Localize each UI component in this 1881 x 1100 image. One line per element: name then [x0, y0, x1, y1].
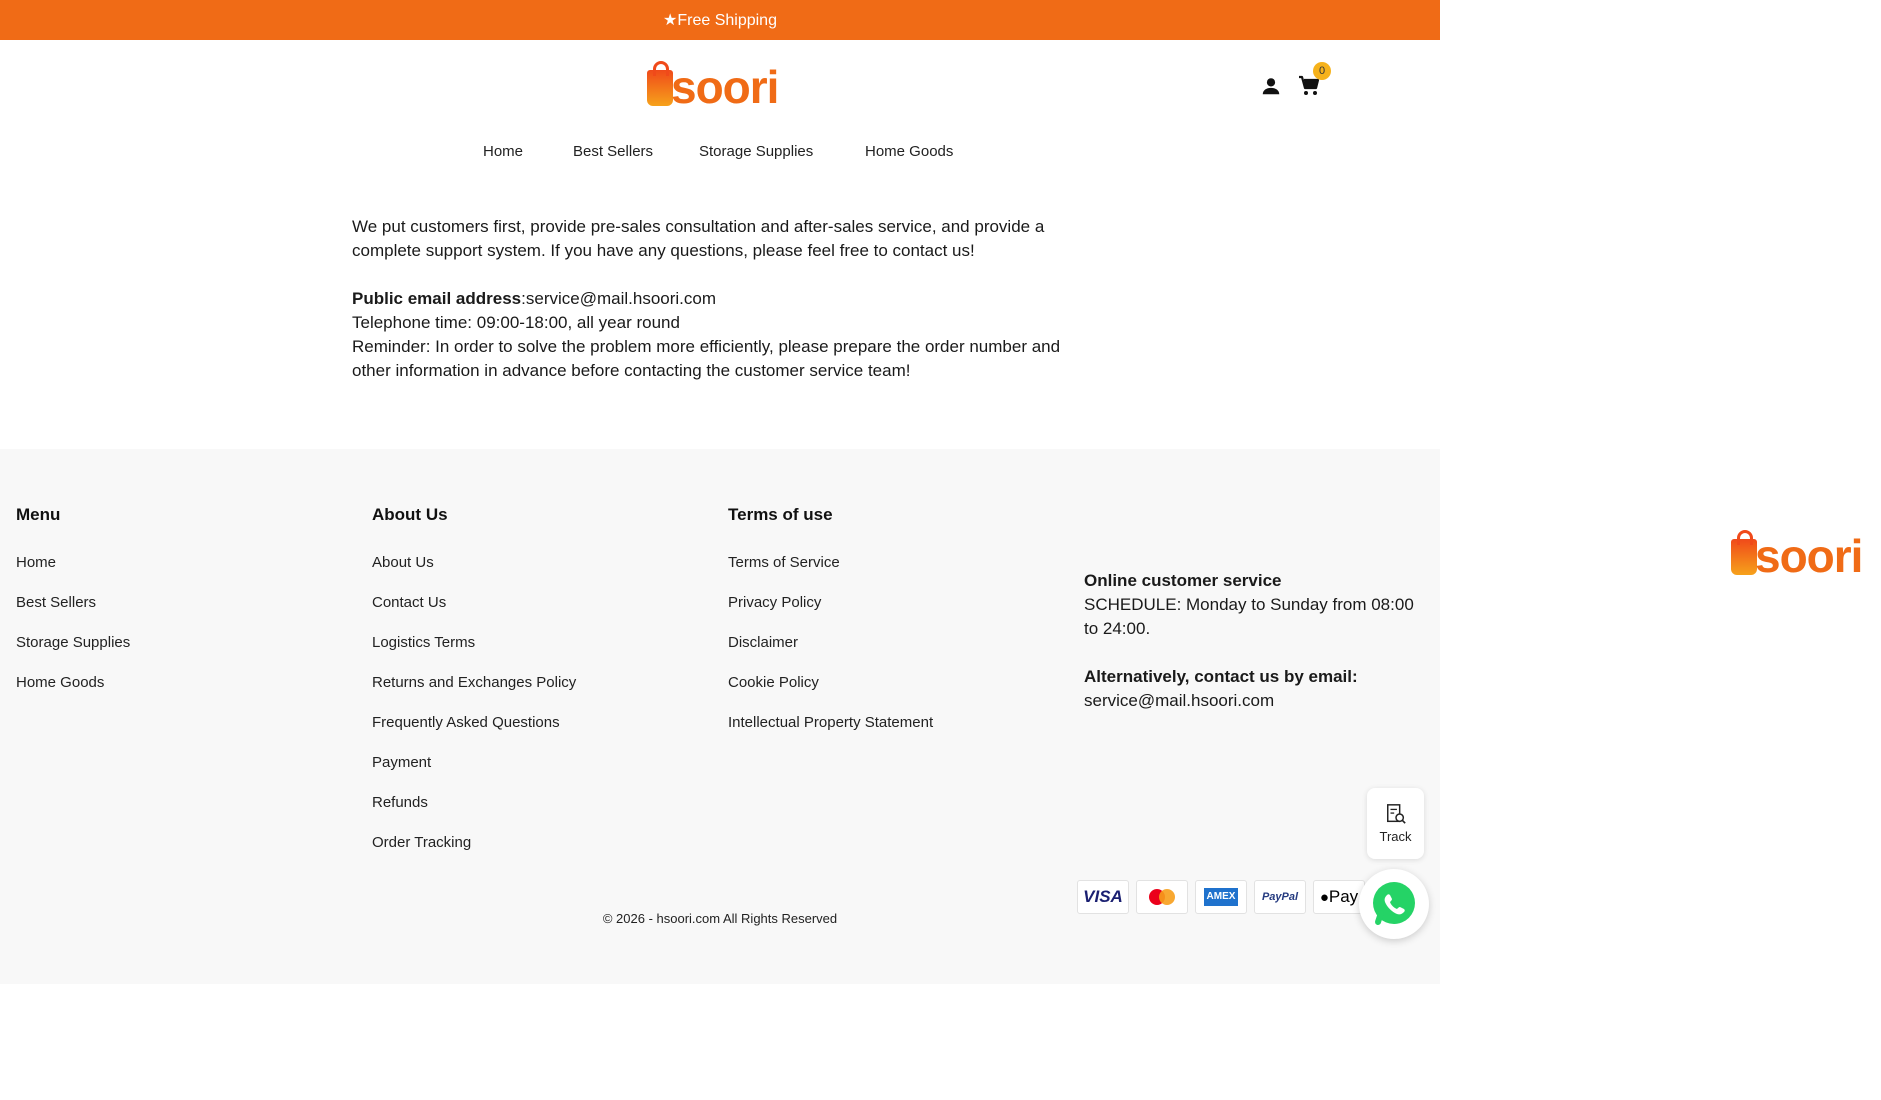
visa-icon: VISA — [1077, 880, 1129, 914]
nav-item-storage-supplies[interactable]: Storage Supplies — [699, 143, 814, 160]
track-search-icon — [1385, 803, 1407, 825]
announcement-text: ★Free Shipping — [663, 12, 777, 29]
mastercard-icon — [1136, 880, 1188, 914]
footer-service-column — [1084, 509, 1863, 713]
footer-link[interactable]: About Us — [372, 554, 434, 571]
footer-link[interactable]: Home — [16, 554, 57, 571]
announcement-bar — [0, 0, 1440, 40]
footer-link[interactable]: Logistics Terms — [372, 634, 476, 651]
footer-link[interactable]: Cookie Policy — [728, 674, 819, 691]
service-title: Online customer service — [1084, 571, 1282, 590]
footer-link[interactable]: Contact Us — [372, 594, 447, 611]
order-track-widget[interactable] — [1367, 788, 1424, 859]
footer-terms-title: Terms of use — [728, 505, 833, 524]
email-label: Public email address — [352, 289, 522, 308]
user-icon[interactable] — [1260, 75, 1282, 97]
logo-text: soori — [1755, 530, 1863, 582]
apple-pay-icon: ● Pay — [1313, 880, 1365, 914]
site-footer — [0, 449, 1863, 984]
email-value: :service@mail.hsoori.com — [521, 289, 717, 308]
footer-link[interactable]: Intellectual Property Statement — [728, 714, 934, 731]
nav-item-home[interactable]: Home — [483, 143, 524, 160]
logo-text: soori — [671, 61, 779, 113]
cart-count-badge: 0 — [1313, 62, 1331, 80]
logo[interactable] — [645, 62, 797, 112]
reminder-text: Reminder: In order to solve the problem more efficiently, please prepare the order number and other information in advance before contacting the customer service team! — [352, 337, 1061, 380]
logo-bag-icon — [1731, 539, 1757, 575]
amex-icon: AMEX — [1195, 880, 1247, 914]
footer-link[interactable]: Order Tracking — [372, 834, 472, 851]
footer-link[interactable]: Returns and Exchanges Policy — [372, 674, 577, 691]
paypal-icon: PayPal — [1254, 880, 1306, 914]
footer-link[interactable]: Storage Supplies — [16, 634, 131, 651]
footer-link[interactable]: Home Goods — [16, 674, 105, 691]
email-line — [352, 287, 1092, 311]
footer-link[interactable]: Frequently Asked Questions — [372, 714, 560, 731]
footer-menu-title: Menu — [16, 505, 61, 524]
footer-link[interactable]: Best Sellers — [16, 594, 97, 611]
service-schedule: SCHEDULE: Monday to Sunday from 08:00 to 24:00. — [1084, 595, 1414, 638]
footer-logo — [1729, 531, 1881, 581]
site-header — [0, 40, 1440, 140]
nav-item-best-sellers[interactable]: Best Sellers — [573, 143, 654, 160]
alt-contact-title: Alternatively, contact us by email: — [1084, 667, 1358, 686]
footer-link[interactable]: Privacy Policy — [728, 594, 822, 611]
footer-link[interactable]: Refunds — [372, 794, 428, 811]
main-nav — [0, 143, 1440, 165]
nav-item-home-goods[interactable]: Home Goods — [865, 143, 954, 160]
whatsapp-icon — [1370, 880, 1418, 928]
footer-link[interactable]: Disclaimer — [728, 634, 799, 651]
footer-terms-column — [728, 505, 933, 753]
footer-link[interactable]: Terms of Service — [728, 554, 840, 571]
service-email[interactable]: service@mail.hsoori.com — [1084, 691, 1275, 710]
intro-text: We put customers first, provide pre-sales consultation and after-sales service, and provide a complete support system. If you have any questions, please feel free to contact us! — [352, 217, 1045, 260]
footer-about-column — [372, 505, 576, 873]
footer-link[interactable]: Payment — [372, 754, 432, 771]
track-label: Track — [1379, 829, 1412, 844]
contact-content — [352, 215, 1092, 383]
footer-about-title: About Us — [372, 505, 448, 524]
footer-menu-column — [16, 505, 130, 713]
logo-bag-icon — [647, 70, 673, 106]
telephone-text: Telephone time: 09:00-18:00, all year round — [352, 313, 680, 332]
copyright-text: © 2026 - hsoori.com All Rights Reserved — [602, 911, 838, 926]
whatsapp-chat-button[interactable] — [1359, 869, 1429, 939]
